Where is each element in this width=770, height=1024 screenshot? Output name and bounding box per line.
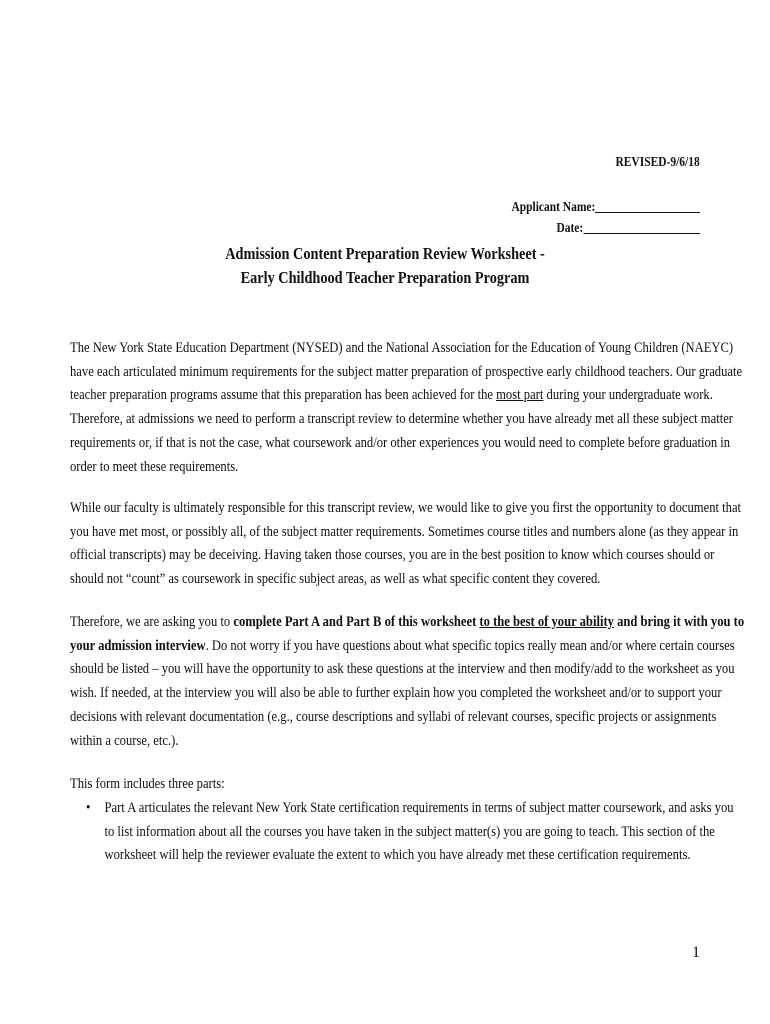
text-line: worksheet will help the reviewer evaluate the extent to which you have already met these certification requirements. — [104, 847, 691, 864]
underlined-text: most part — [496, 387, 544, 404]
text-line: order to meet these requirements. — [70, 458, 239, 475]
date-field — [557, 219, 700, 237]
document-title-line2: Early Childhood Teacher Preparation Program — [240, 268, 530, 287]
applicant-name-blank — [595, 198, 700, 213]
applicant-name-field — [511, 198, 700, 216]
text-line: Therefore, at admissions we need to perform a transcript review to determine whether you have already met all these subject matter — [70, 411, 733, 428]
revision-date: REVISED-9/6/18 — [615, 155, 700, 170]
text-line: Part A articulates the relevant New York State certification requirements in terms of subject matter coursework, and asks you — [104, 800, 734, 816]
faculty-paragraph — [70, 497, 742, 592]
date-blank — [584, 219, 700, 234]
page-number: 1 — [692, 944, 700, 961]
text-line: requirements or, if that is not the case, what coursework and/or other experiences you would need to complete before graduation in — [70, 434, 731, 451]
date-label: Date: — [556, 221, 584, 236]
text-line: The New York State Education Department (NYSED) and the National Association for the Education of Young Children (NAEYC) — [70, 340, 734, 356]
bold-underlined-text: to the best of your ability — [479, 614, 614, 630]
text-line: While our faculty is ultimately responsible for this transcript review, we would like to give you first the opportunity to document that — [70, 500, 742, 516]
document-title-line1: Admission Content Preparation Review Worksheet - — [225, 244, 545, 263]
text-line: wish. If needed, at the interview you will also be able to further explain how you completed the worksheet and/or to support your — [70, 685, 722, 702]
bullet-text — [104, 797, 733, 868]
text-line: within a course, etc.). — [70, 732, 179, 749]
text-line: official transcripts) may be deceiving. Having taken those courses, you are in the best position to know which courses should or — [70, 547, 715, 564]
text-line: should not “count” as coursework in specific subject areas, as well as what specific content they covered. — [70, 571, 601, 588]
applicant-name-label: Applicant Name: — [511, 200, 596, 215]
text-line: you have met most, or possibly all, of the subject matter requirements. Sometimes course titles and numbers alone (as they appear in — [70, 523, 739, 540]
text-line: decisions with relevant documentation (e.g., course descriptions and syllabi of relevant courses, specific projects or assignments — [70, 708, 717, 725]
text-line: This form includes three parts: — [70, 776, 225, 792]
bold-text: and bring it with you to — [613, 614, 745, 630]
text-line — [70, 384, 713, 408]
text-line — [70, 611, 745, 635]
text-span: during your undergraduate work. — [543, 387, 713, 404]
parts-intro — [70, 773, 700, 797]
text-span: Therefore, we are asking you to — [70, 614, 234, 630]
bold-text: complete Part A and Part B of this worksheet — [233, 614, 480, 630]
intro-paragraph — [70, 337, 743, 479]
text-line — [70, 635, 735, 659]
text-line: should be listed – you will have the opportunity to ask these questions at the interview and then modify/add to the worksheet as you — [70, 661, 735, 678]
bold-text: your admission interview — [70, 637, 206, 654]
bullet-icon: • — [86, 800, 91, 816]
text-line: have each articulated minimum requirements for the subject matter preparation of prospective early childhood teachers. Our graduate — [70, 363, 743, 380]
instructions-paragraph — [70, 611, 745, 753]
text-span: . Do not worry if you have questions about what specific topics really mean and/or where certain courses — [205, 637, 735, 654]
text-span: teacher preparation programs assume that this preparation has been achieved for the — [70, 387, 497, 404]
text-line: to list information about all the courses you have taken in the subject matter(s) you are going to teach. This section of the — [104, 823, 715, 840]
